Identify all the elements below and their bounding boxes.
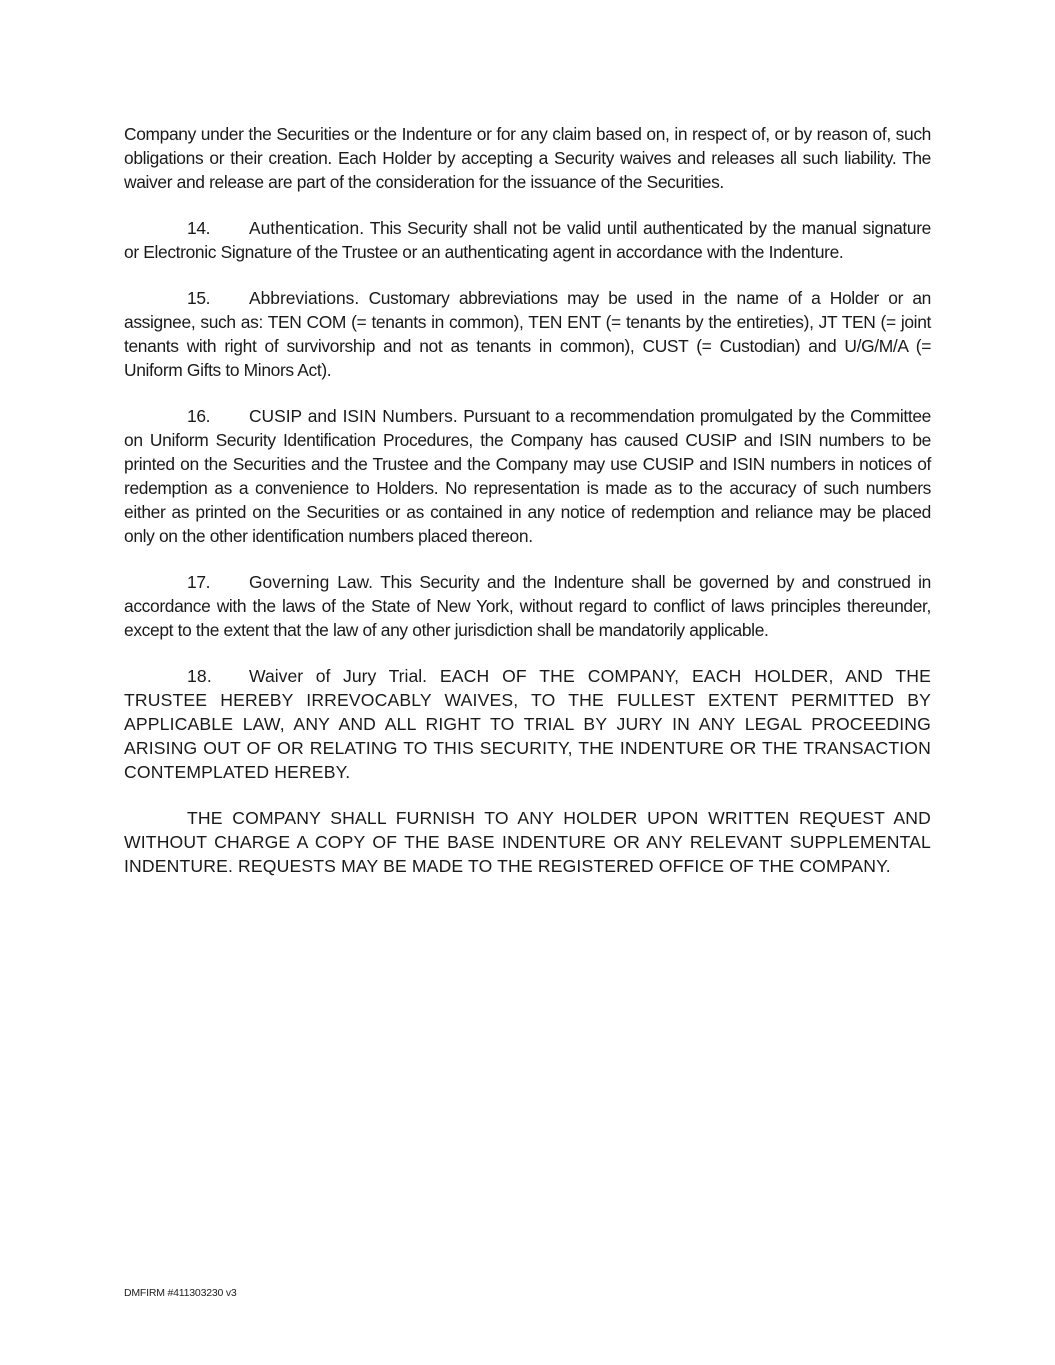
section-body: Customary abbreviations may be used in the name of a Holder or an assignee, such as: TEN COM (= tenants in common), TEN ENT (= tenants by the entireties), JT TEN (= joint tenants with right of survivorship and not as tenants in common), CUST (= Custodian) and U/G/M/A (= Uniform Gifts to Minors Act). bbox=[124, 288, 931, 380]
section-number: 17. bbox=[187, 572, 211, 592]
section-16 bbox=[124, 404, 931, 548]
closing-paragraph: THE COMPANY SHALL FURNISH TO ANY HOLDER UPON WRITTEN REQUEST AND WITHOUT CHARGE A COPY OF THE BASE INDENTURE OR ANY RELEVANT SUPPLEMENTAL INDENTURE. REQUESTS MAY BE MADE TO THE REGISTERED OFFICE OF THE COMPANY. bbox=[124, 808, 931, 876]
intro-paragraph: Company under the Securities or the Indenture or for any claim based on, in respect of, or by reason of, such obligations or their creation. Each Holder by accepting a Security waives and releases all such liability. The waiver and release are part of the consideration for the issuance of the Securities. bbox=[124, 124, 931, 192]
section-heading: Waiver of Jury Trial. bbox=[249, 666, 428, 686]
section-body: This Security shall not be valid until authenticated by the manual signature or Electronic Signature of the Trustee or an authenticating agent in accordance with the Indenture. bbox=[124, 218, 931, 262]
section-body: EACH OF THE COMPANY, EACH HOLDER, AND THE TRUSTEE HEREBY IRREVOCABLY WAIVES, TO THE FULLEST EXTENT PERMITTED BY APPLICABLE LAW, ANY AND ALL RIGHT TO TRIAL BY JURY IN ANY LEGAL PROCEEDING ARISING OUT OF OR RELATING TO THIS SECURITY, THE INDENTURE OR THE TRANSACTION CONTEMPLATED HEREBY. bbox=[124, 666, 931, 782]
section-14 bbox=[124, 216, 931, 264]
section-17 bbox=[124, 570, 931, 642]
section-number: 18. bbox=[187, 666, 212, 686]
document-footer-id: DMFIRM #411303230 v3 bbox=[124, 1287, 237, 1299]
section-body: Pursuant to a recommendation promulgated by the Committee on Uniform Security Identification Procedures, the Company has caused CUSIP and ISIN numbers to be printed on the Securities and the Trustee and the Company may use CUSIP and ISIN numbers in notices of redemption as a convenience to Holders. No representation is made as to the accuracy of such numbers either as printed on the Securities or as contained in any notice of redemption and reliance may be placed only on the other identification numbers placed thereon. bbox=[124, 406, 932, 546]
section-18 bbox=[124, 664, 931, 784]
section-heading: Authentication. bbox=[249, 218, 365, 238]
section-number: 14. bbox=[187, 218, 211, 238]
section-number: 15. bbox=[187, 288, 211, 308]
section-heading: Governing Law. bbox=[249, 572, 373, 592]
section-15 bbox=[124, 286, 931, 382]
document-page bbox=[124, 122, 931, 878]
section-body: This Security and the Indenture shall be governed by and construed in accordance with the laws of the State of New York, without regard to conflict of laws principles thereunder, except to the extent that the law of any other jurisdiction shall be mandatorily applicable. bbox=[124, 572, 932, 640]
section-heading: Abbreviations. bbox=[249, 288, 360, 308]
section-number: 16. bbox=[187, 406, 211, 426]
section-heading: CUSIP and ISIN Numbers. bbox=[249, 406, 458, 426]
